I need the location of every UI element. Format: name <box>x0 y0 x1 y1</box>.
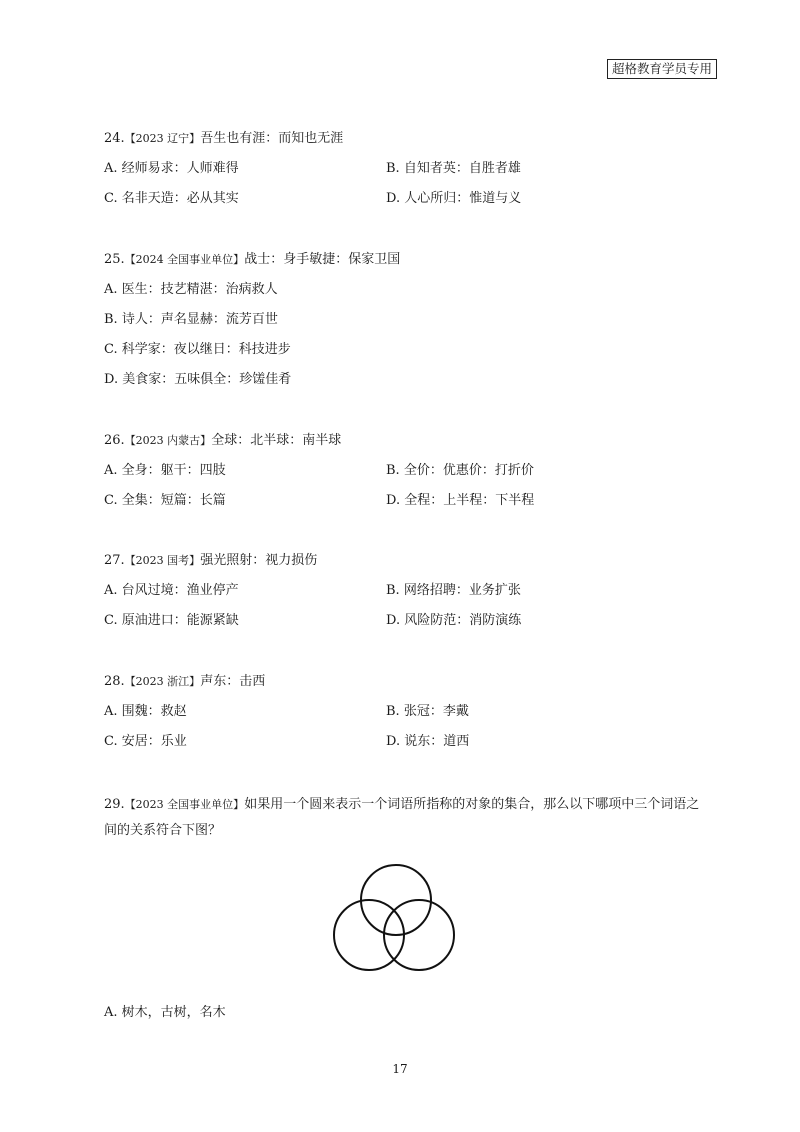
question-number: 28. <box>104 674 125 689</box>
option-b: B. 张冠：李戴 <box>386 704 469 719</box>
question-stem <box>104 130 704 160</box>
page-number: 17 <box>392 1062 408 1076</box>
option-d: D. 全程：上半程：下半程 <box>386 493 535 508</box>
option-a: A. 台风过境：渔业停产 <box>104 583 239 598</box>
question-number: 26. <box>104 433 125 448</box>
option-a: A. 医生：技艺精湛：治病救人 <box>104 282 278 297</box>
option-a: A. 树木，古树，名木 <box>104 1005 226 1020</box>
question-source-tag: 【2023 辽宁】 <box>124 132 201 145</box>
question-24 <box>104 130 704 220</box>
option-d: D. 说东：道西 <box>386 734 470 749</box>
question-stem <box>104 673 704 703</box>
venn-diagram <box>331 862 461 974</box>
option-b: B. 网络招聘：业务扩张 <box>386 583 521 598</box>
option-a: A. 全身：躯干：四肢 <box>104 463 226 478</box>
option-c: C. 全集：短篇：长篇 <box>104 493 226 508</box>
question-number: 24. <box>104 131 125 146</box>
option-a: A. 经师易求：人师难得 <box>104 161 239 176</box>
header-badge: 超格教育学员专用 <box>607 59 717 79</box>
option-c: C. 名非天造：必从其实 <box>104 191 239 206</box>
question-stem <box>104 552 704 582</box>
option-b: B. 全价：优惠价：打折价 <box>386 463 534 478</box>
question-stem <box>104 792 704 844</box>
question-29 <box>104 792 704 844</box>
option-c: C. 原油进口：能源紧缺 <box>104 613 239 628</box>
question-number: 29. <box>104 797 125 812</box>
question-source-tag: 【2023 全国事业单位】 <box>124 798 245 811</box>
question-source-tag: 【2023 内蒙古】 <box>124 434 212 447</box>
option-d: D. 美食家：五味俱全：珍馐佳肴 <box>104 372 292 387</box>
option-c: C. 安居：乐业 <box>104 734 187 749</box>
option-b: B. 诗人：声名显赫：流芳百世 <box>104 312 278 327</box>
question-text: 强光照射：视力损伤 <box>200 553 318 568</box>
question-28 <box>104 673 704 763</box>
question-text: 全球：北半球：南半球 <box>211 433 342 448</box>
question-text: 声东：击西 <box>200 674 266 689</box>
question-source-tag: 【2023 浙江】 <box>124 675 201 688</box>
question-source-tag: 【2023 国考】 <box>124 554 201 567</box>
option-a: A. 围魏：救赵 <box>104 704 187 719</box>
question-stem <box>104 251 704 281</box>
question-number: 27. <box>104 553 125 568</box>
question-stem <box>104 432 704 462</box>
option-d: D. 风险防范：消防演练 <box>386 613 522 628</box>
question-number: 25. <box>104 252 125 267</box>
option-b: B. 自知者英：自胜者雄 <box>386 161 521 176</box>
question-26 <box>104 432 704 522</box>
question-text: 吾生也有涯：而知也无涯 <box>200 131 344 146</box>
question-27 <box>104 552 704 642</box>
question-source-tag: 【2024 全国事业单位】 <box>124 253 245 266</box>
option-c: C. 科学家：夜以继日：科技进步 <box>104 342 291 357</box>
question-text: 战士：身手敏捷：保家卫国 <box>244 252 401 267</box>
option-d: D. 人心所归：惟道与义 <box>386 191 522 206</box>
question-25 <box>104 251 704 401</box>
question-text: 如果用一个圆来表示一个词语所指称的对象的集合，那么以下哪项中三个词语之间的关系符合下图？ <box>104 797 700 838</box>
